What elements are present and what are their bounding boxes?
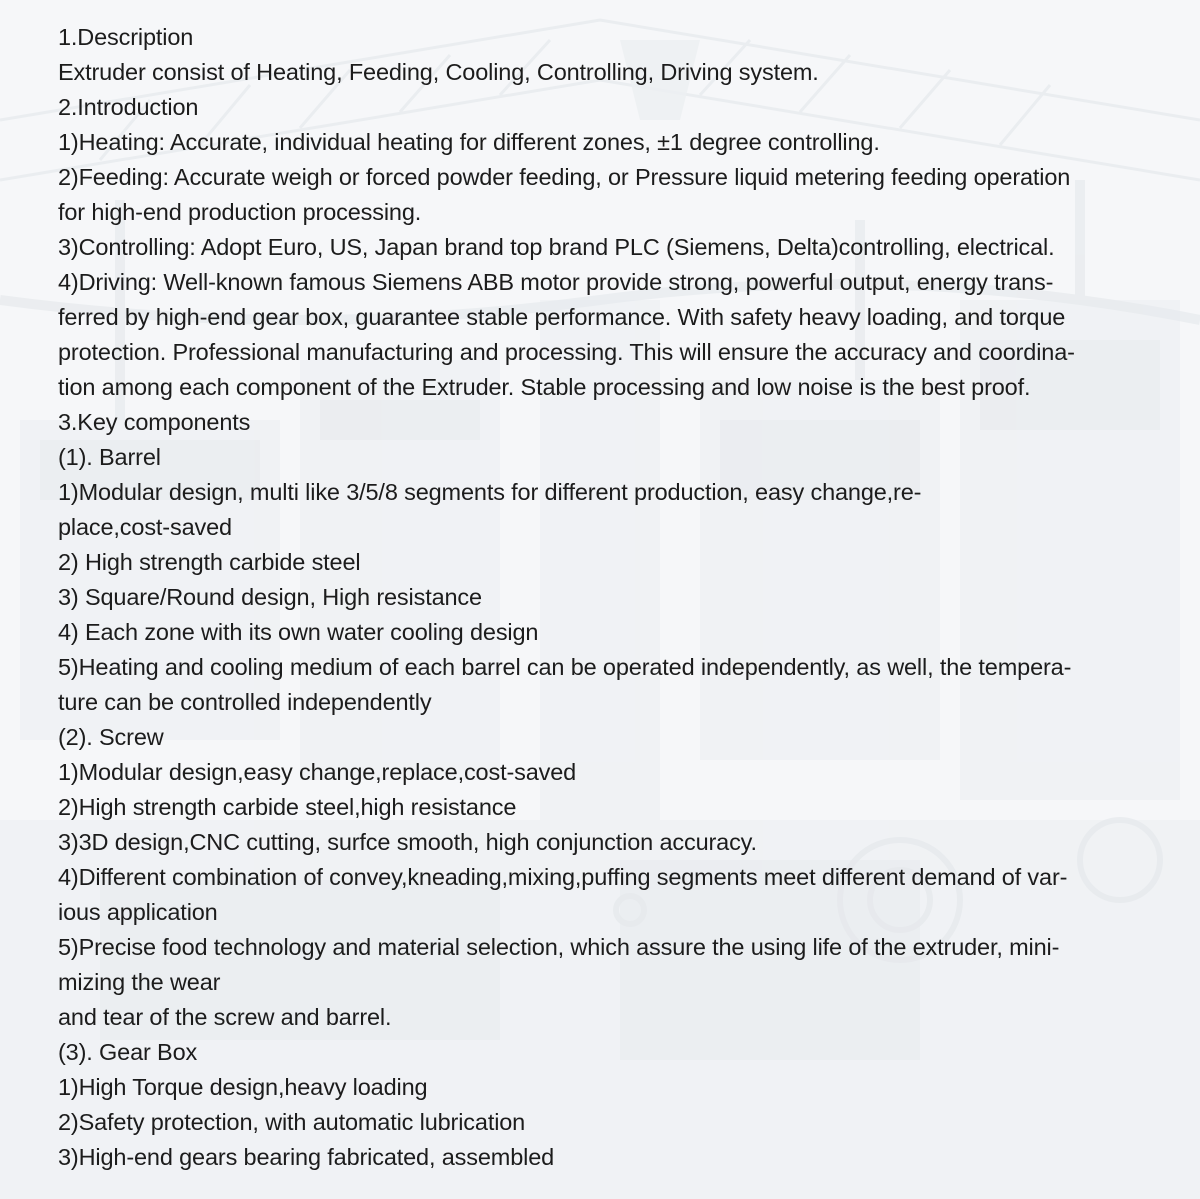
key-components-section (58, 405, 1148, 1175)
screw-line: 3)3D design,CNC cutting, surfce smooth, high conjunction accuracy. (58, 829, 757, 855)
introduction-line: ferred by high-end gear box, guarantee stable performance. With safety heavy loading, and torque (58, 304, 1066, 330)
introduction-heading: 2.Introduction (58, 94, 199, 120)
barrel-line: 1)Modular design, multi like 3/5/8 segments for different production, easy change,re- (58, 479, 922, 505)
screw-line: 1)Modular design,easy change,replace,cost-saved (58, 759, 577, 785)
screw-line: 2)High strength carbide steel,high resistance (58, 794, 517, 820)
introduction-line: 4)Driving: Well-known famous Siemens ABB motor provide strong, powerful output, energy trans- (58, 269, 1054, 295)
description-section (58, 20, 1148, 90)
description-text: Extruder consist of Heating, Feeding, Cooling, Controlling, Driving system. (58, 59, 819, 85)
screw-line: mizing the wear (58, 969, 221, 995)
screw-line: 5)Precise food technology and material selection, which assure the using life of the extruder, mini- (58, 934, 1060, 960)
barrel-line: ture can be controlled independently (58, 689, 432, 715)
barrel-line: 4) Each zone with its own water cooling design (58, 619, 539, 645)
spec-text-block (58, 20, 1148, 1175)
screw-subsection (58, 720, 1148, 1035)
screw-line: and tear of the screw and barrel. (58, 1004, 392, 1030)
barrel-subsection (58, 440, 1148, 720)
barrel-line: 5)Heating and cooling medium of each barrel can be operated independently, as well, the tempera- (58, 654, 1072, 680)
description-heading: 1.Description (58, 24, 194, 50)
screw-line: 4)Different combination of convey,kneading,mixing,puffing segments meet different demand of var- (58, 864, 1068, 890)
barrel-line: 3) Square/Round design, High resistance (58, 584, 482, 610)
introduction-line: 2)Feeding: Accurate weigh or forced powder feeding, or Pressure liquid metering feeding operation (58, 164, 1071, 190)
barrel-line: 2) High strength carbide steel (58, 549, 361, 575)
gear-box-subsection (58, 1035, 1148, 1175)
screw-line: ious application (58, 899, 218, 925)
introduction-line: for high-end production processing. (58, 199, 422, 225)
introduction-line: tion among each component of the Extruder. Stable processing and low noise is the best proof. (58, 374, 1031, 400)
barrel-line: place,cost-saved (58, 514, 232, 540)
gear-box-line: 2)Safety protection, with automatic lubrication (58, 1109, 526, 1135)
introduction-line: protection. Professional manufacturing and processing. This will ensure the accuracy and coordina- (58, 339, 1075, 365)
introduction-line: 3)Controlling: Adopt Euro, US, Japan brand top brand PLC (Siemens, Delta)controlling, electrical. (58, 234, 1055, 260)
key-components-heading: 3.Key components (58, 409, 251, 435)
introduction-line: 1)Heating: Accurate, individual heating for different zones, ±1 degree controlling. (58, 129, 880, 155)
gear-box-line: 3)High-end gears bearing fabricated, assembled (58, 1144, 555, 1170)
gear-box-line: 1)High Torque design,heavy loading (58, 1074, 428, 1100)
introduction-section (58, 90, 1148, 405)
screw-heading: (2). Screw (58, 724, 164, 750)
barrel-heading: (1). Barrel (58, 444, 161, 470)
gear-box-heading: (3). Gear Box (58, 1039, 198, 1065)
